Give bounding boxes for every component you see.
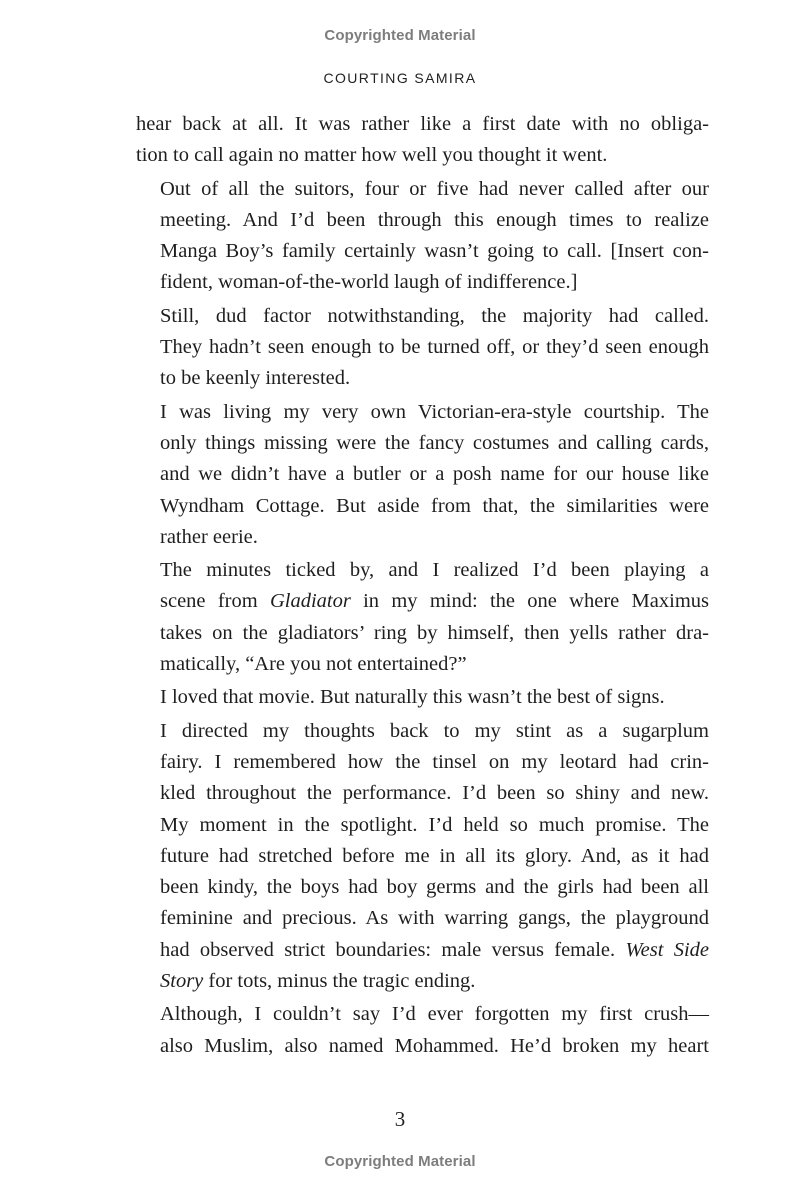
text-line: meeting. And I’d been through this enough times to realize (160, 208, 709, 231)
text-line: only things missing were the fancy costumes and calling cards, (160, 431, 709, 454)
text-line: had observed strict boundaries: male versus female. West Side (160, 938, 709, 961)
text-line: been kindy, the boys had boy germs and the girls had been all (160, 876, 709, 899)
text-line: Story for tots, minus the tragic ending. (160, 970, 476, 993)
paragraph (136, 109, 709, 172)
text-line: I was living my very own Victorian-era-style courtship. The (160, 400, 709, 423)
page-number: 3 (394, 1107, 406, 1131)
text-line: to be keenly interested. (160, 367, 351, 390)
text-line: My moment in the spotlight. I’d held so much promise. The (160, 813, 709, 836)
paragraph (136, 682, 709, 713)
paragraph (136, 301, 709, 395)
text-line: fairy. I remembered how the tinsel on my leotard had crin- (160, 750, 709, 773)
running-head: COURTING SAMIRA (323, 70, 477, 86)
text-line: scene from Gladiator in my mind: the one where Maximus (160, 590, 709, 613)
text-line: Wyndham Cottage. But aside from that, the similarities were (160, 494, 709, 517)
paragraph (136, 716, 709, 998)
text-line: They hadn’t seen enough to be turned off, or they’d seen enough (160, 336, 709, 359)
text-line: tion to call again no matter how well you thought it went. (136, 144, 608, 167)
text-line: hear back at all. It was rather like a first date with no obliga- (136, 113, 709, 135)
text-line: I loved that movie. But naturally this wasn’t the best of signs. (160, 686, 665, 709)
paragraph (136, 397, 709, 553)
italic-title: West Side (625, 938, 709, 961)
text-line: fident, woman-of-the-world laugh of indifference.] (160, 271, 578, 294)
text-line: I directed my thoughts back to my stint as a sugarplum (160, 719, 709, 742)
text-line: Out of all the suitors, four or five had never called after our (160, 177, 709, 200)
italic-title: Story (160, 970, 204, 993)
text-line: matically, “Are you not entertained?” (160, 653, 467, 676)
text-line: The minutes ticked by, and I realized I’d been playing a (160, 559, 709, 582)
text-line: Still, dud factor notwithstanding, the majority had called. (160, 304, 709, 327)
text-line: rather eerie. (160, 525, 258, 548)
watermark-bottom: Copyrighted Material (324, 1153, 476, 1170)
paragraph (136, 555, 709, 680)
paragraph (136, 174, 709, 299)
body-text (136, 109, 709, 1062)
watermark-top: Copyrighted Material (324, 27, 476, 44)
text-line: takes on the gladiators’ ring by himself, then yells rather dra- (160, 621, 709, 644)
text-line: Although, I couldn’t say I’d ever forgotten my first crush— (160, 1003, 709, 1026)
paragraph (136, 999, 709, 1062)
italic-title: Gladiator (269, 590, 351, 613)
text-line: Manga Boy’s family certainly wasn’t going to call. [Insert con- (160, 240, 709, 263)
text-line: also Muslim, also named Mohammed. He’d broken my heart (160, 1034, 709, 1057)
text-line: feminine and precious. As with warring gangs, the playground (160, 907, 709, 930)
text-line: future had stretched before me in all its glory. And, as it had (160, 844, 709, 867)
text-line: and we didn’t have a butler or a posh name for our house like (160, 463, 709, 486)
text-line: kled throughout the performance. I’d been so shiny and new. (160, 782, 709, 805)
